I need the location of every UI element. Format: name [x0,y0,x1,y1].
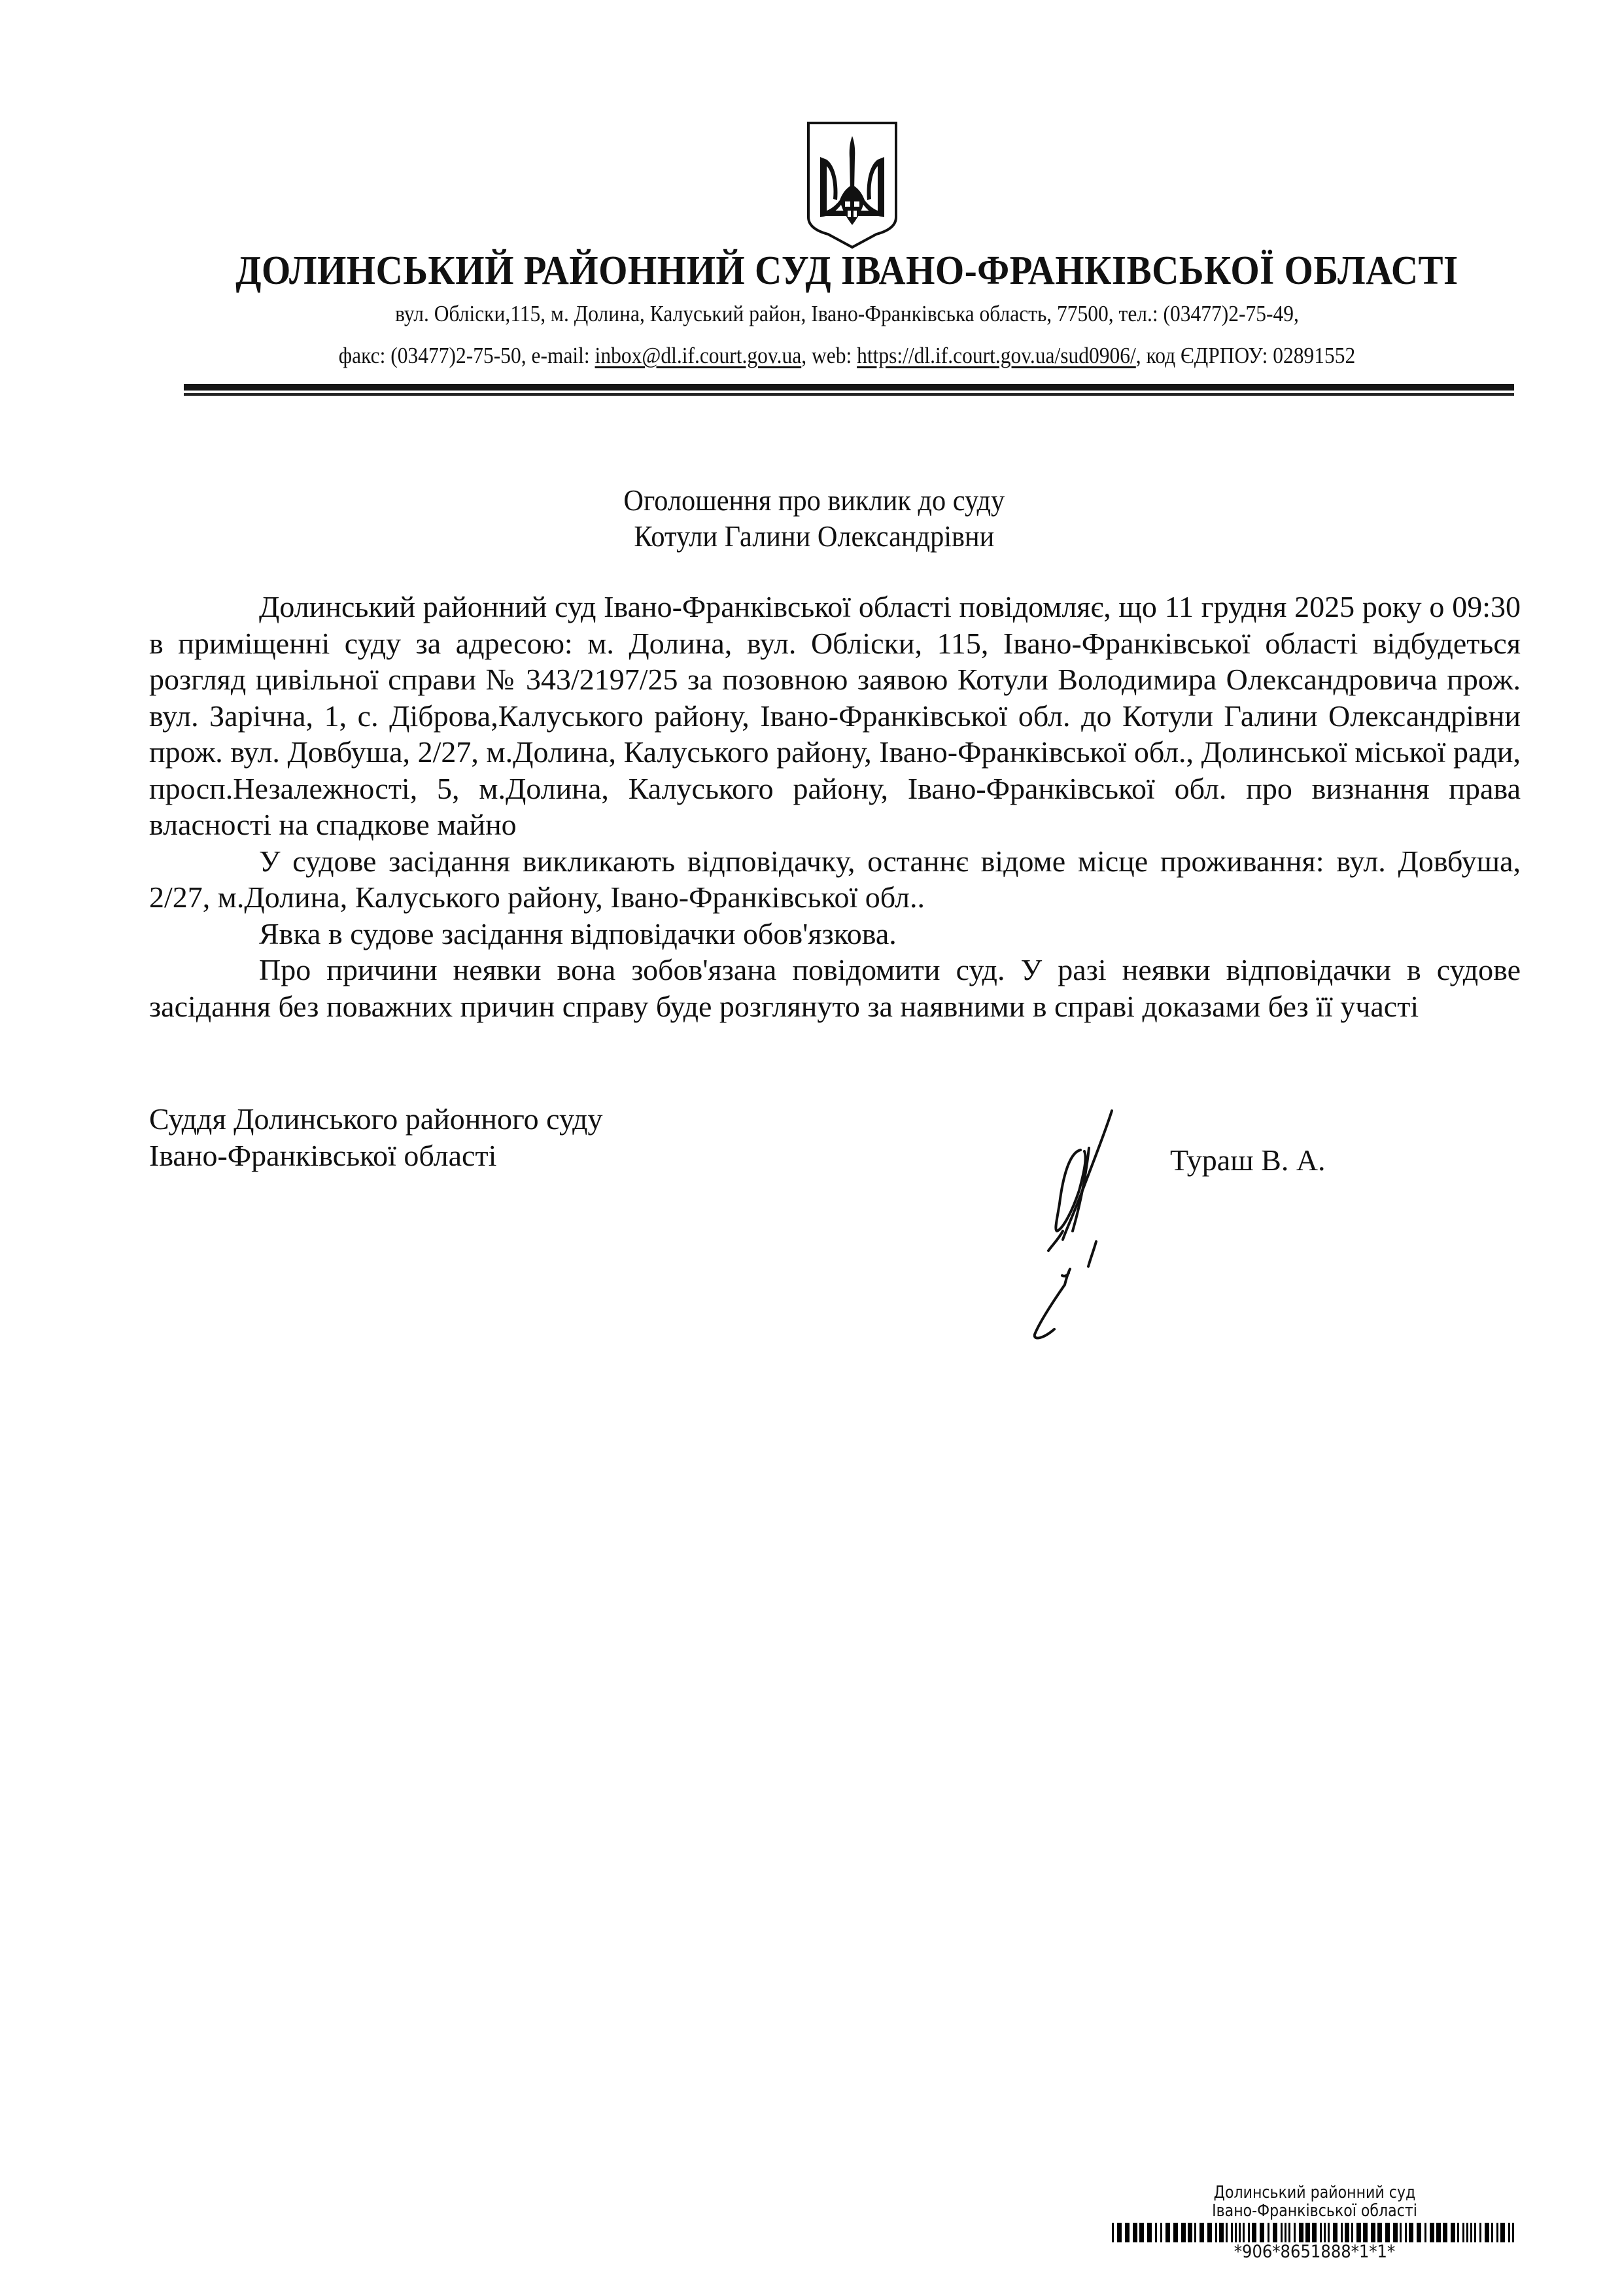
barcode-bar [1273,2223,1277,2242]
barcode-bar [1430,2223,1434,2242]
stamp-court-name: Долинський районний суд [1213,2183,1416,2202]
barcode-bar [1235,2223,1237,2242]
barcode-bar [1485,2223,1489,2242]
barcode-bar [1207,2223,1212,2242]
barcode-bar [1393,2223,1398,2242]
paragraph-hearing-info: Долинський районний суд Івано-Франківської області повідомляє, що 11 грудня 2025 року о 09:30 в приміщенні суду за адресою: м. Долина, вул. Обліски, 115, Івано-Франківської області відбудеться розгляд цивільної справи № 343/2197/25 за позовною заявою Котули Володимира Олександровича прож. вул. Зарічна, 1, с. Діброва,Калуського району, Івано-Франківської обл. до Котули Галини Олександрівни прож. вул. Довбуша, 2/27, м.Долина, Калуського району, Івано-Франківської обл., Долинської міської ради, просп.Незалежності, 5, м.Долина, Калуського району, Івано-Франківської обл. про визнання права власності на спадкове майно [149,590,1521,841]
barcode-bar [1117,2223,1122,2242]
barcode-bar [1462,2223,1464,2242]
barcode-bar [1496,2223,1498,2242]
header-divider-thick [184,384,1514,391]
barcode-bar [1231,2223,1233,2242]
judge-name: Тураш В. А. [1170,1143,1326,1177]
barcode-bar [1405,2223,1407,2242]
barcode-bar [1500,2223,1505,2242]
barcode-bar [1371,2223,1375,2242]
barcode-bar [1466,2223,1468,2242]
barcode-bar [1470,2223,1472,2242]
barcode-bar [1320,2223,1322,2242]
barcode-bar [1294,2223,1296,2242]
website-link[interactable]: https://dl.if.court.gov.ua/sud0906/ [857,343,1136,368]
barcode-bar [1226,2223,1228,2242]
barcode-bar [1248,2223,1250,2242]
barcode-bar [1125,2223,1130,2242]
barcode-bar [1479,2223,1481,2242]
barcode-bar [1133,2223,1137,2242]
barcode-bar [1345,2223,1349,2242]
barcode-bar [1260,2223,1264,2242]
barcode-bar [1443,2223,1447,2242]
barcode-bar [1491,2223,1493,2242]
barcode-bar [1239,2223,1241,2242]
registry-stamp [1086,2183,1544,2262]
barcode-bar [1165,2223,1170,2242]
barcode-bar [1268,2223,1269,2242]
barcode-bar [1299,2223,1303,2242]
barcode-bar [1457,2223,1459,2242]
barcode-bar [1285,2223,1286,2242]
barcode-bar [1436,2223,1441,2242]
barcode-bar [1215,2223,1217,2242]
barcode-bar [1160,2223,1162,2242]
notice-subject-name: Котули Галини Олександрівни [634,519,995,553]
judge-title-line2: Івано-Франківської області [149,1139,497,1172]
ukraine-trident-coat-of-arms-icon [804,119,900,250]
barcode-bar [1508,2223,1510,2242]
notice-title: Оголошення про виклик до суду [623,483,1005,517]
barcode-bar [1305,2223,1310,2242]
court-contacts [85,341,1610,370]
barcode-icon [1086,2223,1544,2242]
header-divider-thin [184,393,1514,396]
barcode-bar [1385,2223,1390,2242]
barcode-bar [1199,2223,1204,2242]
barcode-bar [1219,2223,1224,2242]
barcode-bar [1312,2223,1317,2242]
notice-body [149,589,1521,1024]
barcode-bar [1400,2223,1402,2242]
barcode-bar [1243,2223,1245,2242]
barcode-bar [1424,2223,1426,2242]
barcode-bar [1252,2223,1256,2242]
barcode-bar [1188,2223,1192,2242]
barcode-bar [1377,2223,1382,2242]
barcode-bar [1288,2223,1290,2242]
barcode-bar [1341,2223,1343,2242]
court-address: вул. Обліски,115, м. Долина, Калуський район, Івано-Франківська область, 77500, тел.: (03477)2-75-49, [395,301,1299,326]
barcode-bar [1417,2223,1421,2242]
barcode-bar [1512,2223,1514,2242]
barcode-bar [1324,2223,1326,2242]
barcode-number: *906*8651888*1*1* [1234,2242,1396,2262]
barcode-bar [1194,2223,1196,2242]
barcode-bar [1112,2223,1114,2242]
barcode-bar [1351,2223,1353,2242]
barcode-bar [1356,2223,1361,2242]
paragraph-attendance: Явка в судове засідання відповідачки обов'язкова. [259,916,897,950]
barcode-bar [1139,2223,1144,2242]
barcode-bar [1155,2223,1157,2242]
paragraph-absence-consequences: Про причини неявки вона зобов'язана повідомити суд. У разі неявки відповідачки в судове засідання без поважних причин справу буде розглянуто за наявними в справі доказами без її участі [149,953,1521,1023]
stamp-region: Івано-Франківської області [1212,2201,1417,2221]
barcode-bar [1173,2223,1178,2242]
judge-title [149,1101,603,1174]
barcode-bar [1451,2223,1455,2242]
barcode-bar [1181,2223,1186,2242]
barcode-bar [1363,2223,1368,2242]
court-name-heading: ДОЛИНСЬКИЙ РАЙОННИЙ СУД ІВАНО-ФРАНКІВСЬКОЇ ОБЛАСТІ [235,249,1458,293]
handwritten-signature-icon [1007,1079,1138,1341]
barcode-bar [1328,2223,1330,2242]
web-label: , web: [801,343,857,368]
barcode-bar [1474,2223,1476,2242]
judge-title-line1: Суддя Долинського районного суду [149,1102,603,1136]
barcode-bar [1333,2223,1337,2242]
barcode-bar [1409,2223,1413,2242]
paragraph-summons: У судове засідання викликають відповідачку, останнє відоме місце проживання: вул. Довбуша, 2/27, м.Долина, Калуського району, Івано-Франківської обл.. [149,844,1521,914]
edrpou-code: , код ЄДРПОУ: 02891552 [1135,343,1356,368]
email-link[interactable]: inbox@dl.if.court.gov.ua [595,343,802,368]
fax-label: факс: (03477)2-75-50, e-mail: [338,343,595,368]
barcode-bar [1147,2223,1152,2242]
barcode-bar [1281,2223,1283,2242]
